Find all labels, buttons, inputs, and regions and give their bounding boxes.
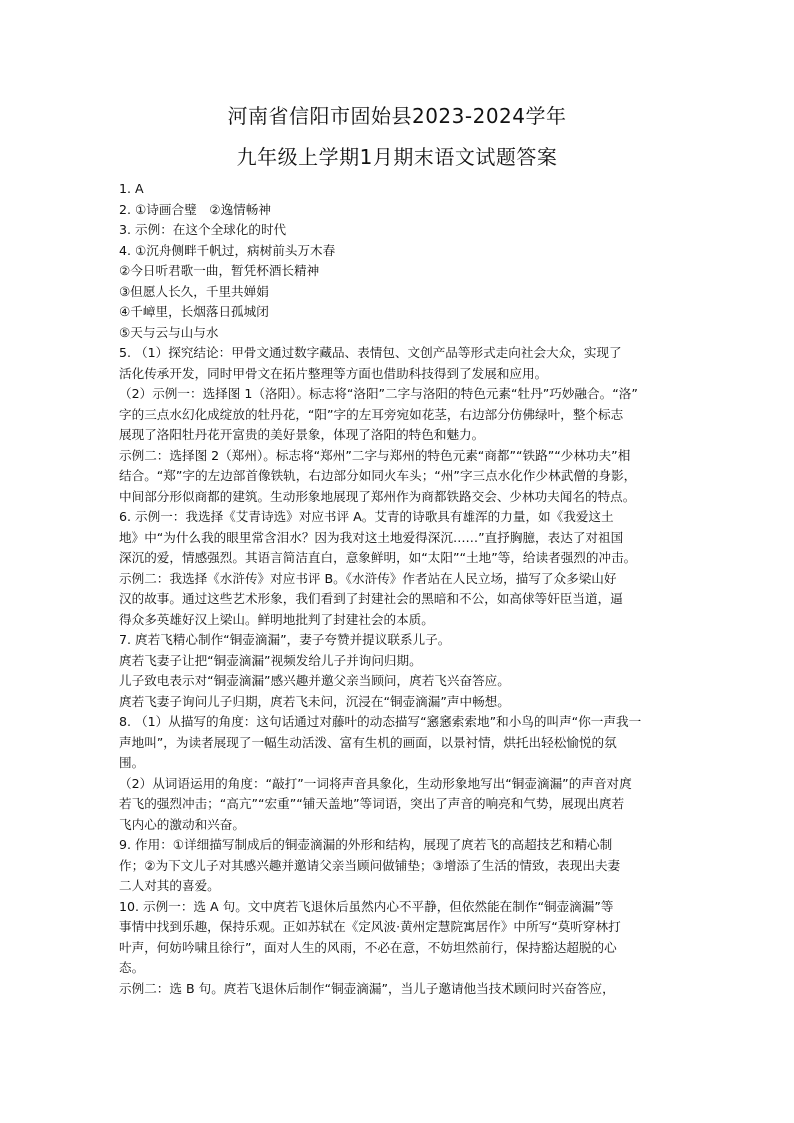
answer-line: 庹若飞妻子询问儿子归期，庹若飞未问，沉浸在“铜壶滴漏”声中畅想。 <box>119 693 510 709</box>
answer-line: 3. 示例：在这个全球化的时代 <box>119 222 287 237</box>
answer-line: 示例二：选择图 2（郑州）。标志将“郑州”二字与郑州的特色元素“商都”“铁路”“少林功夫”相 <box>119 447 631 463</box>
answer-line: （2）从词语运用的角度：“敲打”一词将声音具象化，生动形象地写出“铜壶滴漏”的声音对庹 <box>119 775 632 791</box>
answer-line: 示例二：我选择《水浒传》对应书评 B。《水浒传》作者站在人民立场，描写了众多梁山好 <box>119 570 617 586</box>
answer-line: 4. ①沉舟侧畔千帆过，病树前头万木春 <box>119 242 336 258</box>
answer-line: 态。 <box>119 960 145 975</box>
answer-line: 若飞的强烈冲击；“高亢”“宏重”“铺天盖地”等词语，突出了声音的响亮和气势，展现出庹若 <box>119 796 625 811</box>
answer-body <box>119 179 685 999</box>
answer-line: 2. ①诗画合璧 ②逸情畅神 <box>119 201 271 217</box>
answer-line: 声地叫”，为读者展现了一幅生动活泼、富有生机的画面，以景衬情，烘托出轻松愉悦的氛 <box>119 734 617 750</box>
answer-line: 示例二：选 B 句。庹若飞退休后制作“铜壶滴漏”，当儿子邀请他当技术顾问时兴奋答应， <box>119 980 615 996</box>
answer-line: 5. （1）探究结论：甲骨文通过数字藏品、表情包、文创产品等形式走向社会大众，实现了 <box>119 345 622 360</box>
answer-line: 活化传承开发，同时甲骨文在拓片整理等方面也借助科技得到了发展和应用。 <box>119 365 548 381</box>
answer-line: 作；②为下文儿子对其感兴趣并邀请父亲当顾问做铺垫；③增添了生活的情致，表现出夫妻 <box>119 857 621 873</box>
answer-line: 二人对其的喜爱。 <box>119 878 220 893</box>
answer-line: 叶声，何妨吟啸且徐行”，面对人生的风雨，不必在意，不妨坦然前行，保持豁达超脱的心 <box>119 939 617 955</box>
answer-line: 儿子致电表示对“铜壶滴漏”感兴趣并邀父亲当顾问，庹若飞兴奋答应。 <box>119 673 510 688</box>
answer-line: 8. （1）从描写的角度：这句话通过对藤叶的动态描写“窸窸索索地”和小鸟的叫声“你一声我一 <box>119 714 642 729</box>
answer-line: 深沉的爱，情感强烈。其语言简洁直白，意象鲜明，如“太阳”“土地”等，给读者强烈的冲击。 <box>119 550 637 565</box>
answer-line: ⑤天与云与山与水 <box>119 324 219 340</box>
answer-line: 地》中“为什么我的眼里常含泪水？因为我对这土地爱得深沉……”直抒胸臆，表达了对祖国 <box>119 529 624 545</box>
answer-line: 庹若飞妻子让把“铜壶滴漏”视频发给儿子并询问归期。 <box>119 652 422 668</box>
document-title-line-1: 河南省信阳市固始县2023-2024学年 <box>227 104 567 128</box>
answer-line: 得众多英雄好汉上梁山。鲜明地批判了封建社会的本质。 <box>119 611 434 627</box>
document-title-line-2: 九年级上学期1月期末语文试题答案 <box>236 145 558 169</box>
answer-line: 围。 <box>119 755 145 770</box>
answer-line: 6. 示例一：我选择《艾青诗选》对应书评 A。艾青的诗歌具有雄浑的力量，如《我爱这土 <box>119 509 614 524</box>
answer-line: 字的三点水幻化成绽放的牡丹花，“阳”字的左耳旁宛如花茎，右边部分仿佛绿叶，整个标志 <box>119 406 624 422</box>
answer-line: （2）示例一：选择图 1（洛阳）。标志将“洛阳”二字与洛阳的特色元素“牡丹”巧妙融合。“洛” <box>119 386 638 401</box>
answer-line: 事情中找到乐趣，保持乐观。正如苏轼在《定风波·黄州定慧院寓居作》中所写“莫听穿林打 <box>119 919 621 934</box>
answer-line: ②今日听君歌一曲，暂凭杯酒长精神 <box>119 263 320 278</box>
answer-line: 10. 示例一：选 A 句。文中庹若飞退休后虽然内心不平静，但依然能在制作“铜壶滴漏”等 <box>119 898 614 914</box>
answer-line: 飞内心的激动和兴奋。 <box>119 816 245 832</box>
answer-line: ③但愿人长久，千里共婵娟 <box>119 283 269 299</box>
answer-line: 展现了洛阳牡丹花开富贵的美好景象，体现了洛阳的特色和魅力。 <box>119 427 485 442</box>
answer-line: ④千嶂里，长烟落日孤城闭 <box>119 304 269 319</box>
answer-line: 7. 庹若飞精心制作“铜壶滴漏”，妻子夸赞并提议联系儿子。 <box>119 632 451 647</box>
answer-line: 1. A <box>119 181 144 196</box>
answer-line: 结合。“郑”字的左边部首像铁轨，右边部分如同火车头；“州”字三点水化作少林武僧的身影， <box>119 468 637 483</box>
answer-line: 汉的故事。通过这些艺术形象，我们看到了封建社会的黑暗和不公，如高俅等奸臣当道，逼 <box>119 591 623 606</box>
answer-line: 9. 作用：①详细描写制成后的铜壶滴漏的外形和结构，展现了庹若飞的高超技艺和精心制 <box>119 837 613 852</box>
answer-line: 中间部分形似商都的建筑。生动形象地展现了郑州作为商都铁路交会、少林功夫闻名的特点。 <box>119 488 636 504</box>
